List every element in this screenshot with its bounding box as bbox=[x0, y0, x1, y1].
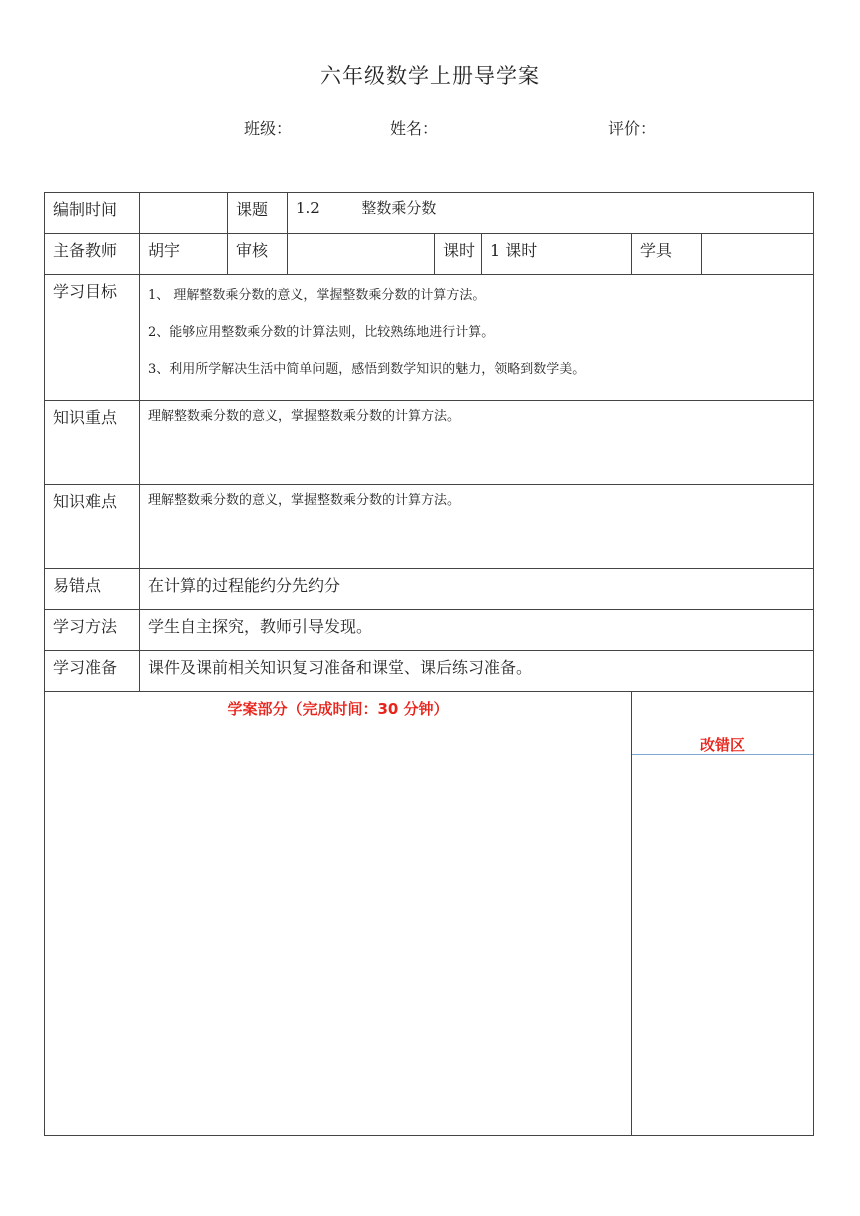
name-field-label: 姓名： bbox=[390, 119, 439, 138]
goals-label: 学习目标 bbox=[45, 275, 140, 401]
difficulty-label: 知识难点 bbox=[45, 485, 140, 569]
period-label: 课时 bbox=[435, 234, 482, 275]
row-method bbox=[45, 610, 814, 651]
correction-area[interactable] bbox=[632, 692, 814, 1136]
class-field-label: 班级： bbox=[244, 119, 293, 138]
row-difficulty bbox=[45, 485, 814, 569]
topic-number: 1.2 bbox=[296, 199, 320, 217]
key-point-label: 知识重点 bbox=[45, 401, 140, 485]
rating-field-label: 评价： bbox=[608, 119, 657, 138]
page-title: 六年级数学上册导学案 bbox=[320, 64, 540, 88]
review-label: 审核 bbox=[228, 234, 288, 275]
lesson-plan-table bbox=[44, 192, 814, 1136]
method-value: 学生自主探究，教师引导发现。 bbox=[140, 610, 814, 651]
goal-item-3: 3、利用所学解决生活中简单问题，感悟到数学知识的魅力，领略到数学美。 bbox=[148, 362, 586, 377]
correction-heading: 改错区 bbox=[632, 736, 813, 755]
teacher-value: 胡宇 bbox=[140, 234, 228, 275]
case-work-area[interactable] bbox=[45, 692, 632, 1136]
tools-label: 学具 bbox=[632, 234, 702, 275]
method-label: 学习方法 bbox=[45, 610, 140, 651]
row-error-prone bbox=[45, 569, 814, 610]
review-value bbox=[288, 234, 435, 275]
tools-value bbox=[702, 234, 814, 275]
preparation-label: 学习准备 bbox=[45, 651, 140, 692]
row-teacher bbox=[45, 234, 814, 275]
row-key-point bbox=[45, 401, 814, 485]
case-section-heading: 学案部分（完成时间：30 分钟） bbox=[227, 700, 449, 718]
time-label: 编制时间 bbox=[45, 193, 140, 234]
topic-label: 课题 bbox=[228, 193, 288, 234]
preparation-value: 课件及课前相关知识复习准备和课堂、课后练习准备。 bbox=[140, 651, 814, 692]
goals-list bbox=[140, 275, 814, 401]
row-time-topic bbox=[45, 193, 814, 234]
topic-title: 整数乘分数 bbox=[361, 199, 437, 217]
goal-item-1: 1、 理解整数乘分数的意义，掌握整数乘分数的计算方法。 bbox=[148, 288, 486, 303]
teacher-label: 主备教师 bbox=[45, 234, 140, 275]
row-preparation bbox=[45, 651, 814, 692]
row-case-section bbox=[45, 692, 814, 1136]
period-value: 1 课时 bbox=[482, 234, 632, 275]
goal-item-2: 2、能够应用整数乘分数的计算法则，比较熟练地进行计算。 bbox=[148, 325, 495, 340]
topic-value-cell bbox=[288, 193, 814, 234]
error-prone-value: 在计算的过程能约分先约分 bbox=[140, 569, 814, 610]
difficulty-value: 理解整数乘分数的意义，掌握整数乘分数的计算方法。 bbox=[140, 485, 814, 569]
row-goals bbox=[45, 275, 814, 401]
error-prone-label: 易错点 bbox=[45, 569, 140, 610]
key-point-value: 理解整数乘分数的意义，掌握整数乘分数的计算方法。 bbox=[140, 401, 814, 485]
time-value bbox=[140, 193, 228, 234]
